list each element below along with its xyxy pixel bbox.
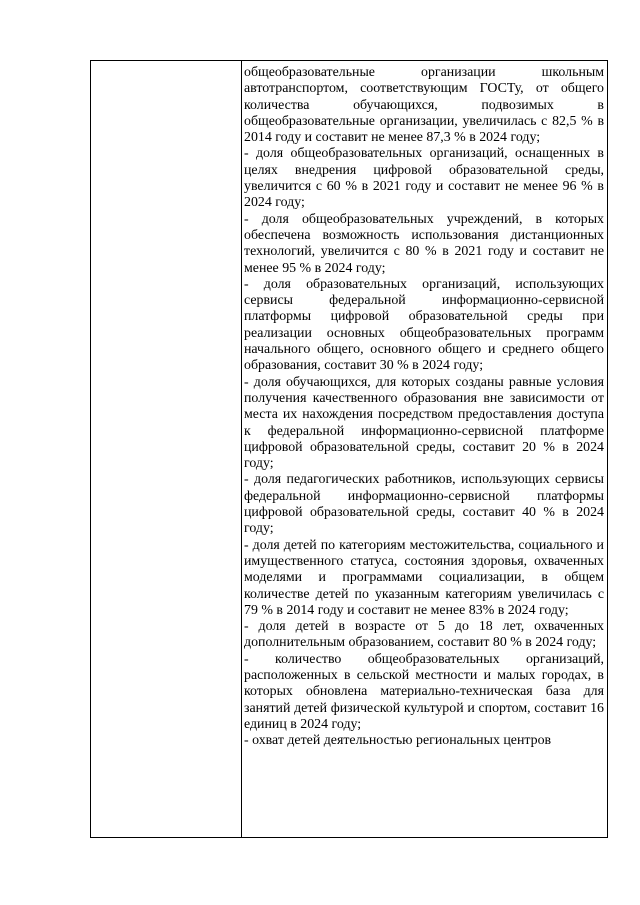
paragraph-teachers-platform: - доля педагогических работников, использующих сервисы федеральной информационно-сервисной платформы цифровой образовательной среды, составит 40 % в 2024 году; [244, 472, 604, 537]
paragraph-sports-base: - количество общеобразовательных организаций, расположенных в сельской местности и малых городах, в которых обновлена материально-техническая база для занятий детей физической культурой и спортом, составит 16 единиц в 2024 году; [244, 651, 604, 732]
document-table [90, 60, 608, 838]
paragraph-socialization: - доля детей по категориям местожительства, социального и имущественного статуса, состояния здоровья, охваченных моделями и программами социализации, в общем количестве детей по указанным категориям увеличилась с 79 % в 2014 году и составит не менее 83% в 2024 году; [244, 537, 604, 618]
table-right-cell [242, 61, 607, 837]
paragraph-equal-access: - доля обучающихся, для которых созданы равные условия получения качественного образования вне зависимости от места их нахождения посредством предоставления доступа к федеральной информационно-сервисной платформе цифровой образовательной среды, составит 20 % в 2024 году; [244, 374, 604, 472]
paragraph-distance-technologies: - доля общеобразовательных учреждений, в которых обеспечена возможность использования дистанционных технологий, увеличится с 80 % в 2021 году и составит не менее 95 % в 2024 году; [244, 211, 604, 276]
table-left-cell [91, 61, 242, 837]
paragraph-platform-services: - доля образовательных организаций, использующих сервисы федеральной информационно-сервисной платформы цифровой образовательной среды при реализации основных общеобразовательных программ начального общего, основного общего и среднего общего образования, составит 30 % в 2024 году; [244, 276, 604, 374]
paragraph-transport-share: общеобразовательные организации школьным автотранспортом, соответствующим ГОСТу, от общего количества обучающихся, подвозимых в общеобразовательные организации, увеличилась с 82,5 % в 2014 году и составит не менее 87,3 % в 2024 году; [244, 65, 604, 146]
paragraph-regional-centers: - охват детей деятельностью региональных центров [244, 733, 552, 749]
paragraph-additional-education: - доля детей в возрасте от 5 до 18 лет, охваченных дополнительным образованием, составит 80 % в 2024 году; [244, 619, 604, 651]
paragraph-digital-environment: - доля общеобразовательных организаций, оснащенных в целях внедрения цифровой образовательной среды, увеличится с 60 % в 2021 году и составит не менее 96 % в 2024 году; [244, 146, 604, 211]
